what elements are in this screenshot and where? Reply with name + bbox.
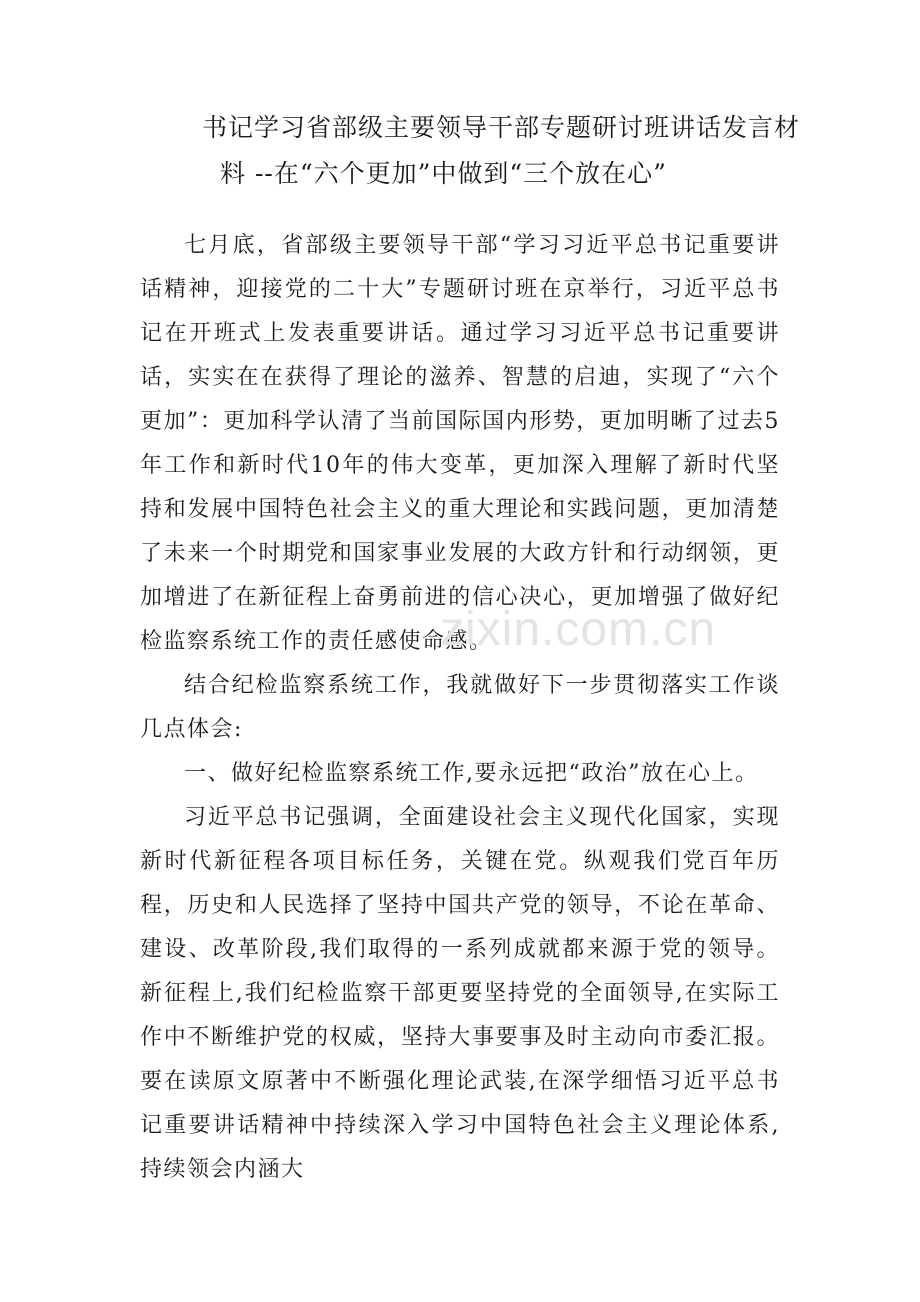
paragraph-section-1: 习近平总书记强调，全面建设社会主义现代化国家，实现新时代新征程各项目标任务，关键在党。纵观我们党百年历程，历史和人民选择了坚持中国共产党的领导，不论在革命、建设、改革阶段,我们取得的一系列成就都来源于党的领导。新征程上,我们纪检监察干部更要坚持党的全面领导,在实际工作中不断维护党的权威，坚持大事要事及时主动向市委汇报。要在读原文原著中不断强化理论武装,在深学细悟习近平总书记重要讲话精神中持续深入学习中国特色社会主义理论体系,持续领会内涵大 [140, 805, 780, 1182]
document-body [140, 224, 780, 1192]
document-title-line-1: 书记学习省部级主要领导干部专题研讨班讲话发言材 [202, 113, 801, 142]
paragraph-intro: 七月底，省部级主要领导干部“学习习近平总书记重要讲话精神，迎接党的二十大”专题研讨班在京举行，习近平总书记在开班式上发表重要讲话。通过学习习近平总书记重要讲话，实实在在获得了理论的滋养、智慧的启迪，实现了“六个更加”：更加科学认清了当前国际国内形势，更加明晰了过去5年工作和新时代10年的伟大变革，更加深入理解了新时代坚持和发展中国特色社会主义的重大理论和实践问题，更加清楚了未来一个时期党和国家事业发展的大政方针和行动纲领，更加增进了在新征程上奋勇前进的信心决心，更加增强了做好纪检监察系统工作的责任感使命感。 [140, 233, 780, 654]
watermark-text: zixin.com.cn [440, 603, 717, 656]
section-heading-1: 一、做好纪检监察系统工作,要永远把“政治”放在心上。 [184, 761, 759, 786]
document-title-line-2: 料 --在“六个更加”中做到“三个放在心” [220, 159, 667, 188]
paragraph-transition: 结合纪检监察系统工作，我就做好下一步贯彻落实工作谈几点体会: [140, 673, 780, 742]
